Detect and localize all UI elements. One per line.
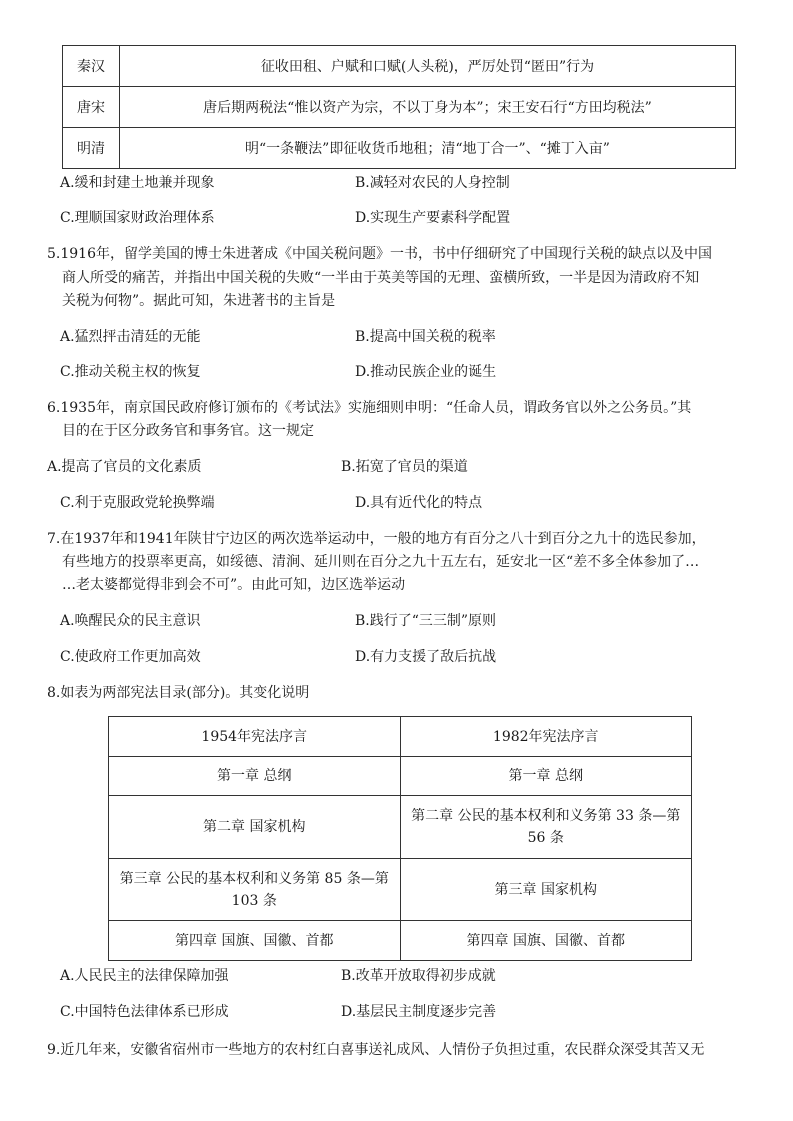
table-cell: [109, 859, 401, 921]
q7-option-a: A.唤醒民众的民主意识: [60, 613, 201, 629]
cell-text: 56 条: [527, 830, 564, 846]
constitution-table: [108, 716, 692, 961]
q8-option-c: C.中国特色法律体系已形成: [60, 1004, 229, 1020]
q7-stem-line: 7.在1937年和1941年陕甘宁边区的两次选举运动中，一般的地方有百分之八十到百分之九十的选民参加，: [47, 531, 706, 547]
q7-stem-line: …老太婆都觉得非到会不可”。由此可知，边区选举运动: [62, 577, 406, 593]
table-cell: [400, 859, 692, 921]
table-cell: [400, 921, 692, 961]
cell-text: 1982年宪法序言: [492, 728, 599, 745]
table-cell-label: 秦汉: [63, 46, 120, 87]
cell-text: 第四章 国旗、国徽、首都: [175, 932, 334, 949]
table-row: [63, 46, 736, 87]
q5-stem-line: 5.1916年，留学美国的博士朱进著成《中国关税问题》一书，书中仔细研究了中国现行关税的缺点以及中国: [47, 246, 712, 262]
q7-option-b: B.践行了“三三制”原则: [355, 613, 497, 629]
table-row: [109, 757, 692, 796]
table-row: [63, 128, 736, 169]
q4-option-a: A.缓和封建土地兼并现象: [60, 175, 215, 191]
q4-option-c: C.理顺国家财政治理体系: [60, 210, 215, 226]
q8-option-b: B.改革开放取得初步成就: [341, 968, 496, 984]
q8-option-a: A.人民民主的法律保障加强: [60, 968, 229, 984]
q5-stem-line: 关税为何物”。据此可知，朱进著书的主旨是: [62, 293, 336, 309]
cell-text: 103 条: [231, 892, 277, 909]
q5-stem-line: 商人所受的痛苦，并指出中国关税的失败“一半由于英美等国的无理、蛮横所致，一半是因为清政府不知: [62, 270, 700, 286]
q6-option-b: B.拓宽了官员的渠道: [341, 459, 468, 475]
q5-option-a: A.猛烈抨击清廷的无能: [60, 329, 201, 345]
table-cell: [109, 717, 401, 757]
q6-stem-line: 6.1935年，南京国民政府修订颁布的《考试法》实施细则申明：“任命人员，谓政务官以外之公务员。”其: [47, 400, 692, 416]
table-cell-label: 唐宋: [63, 87, 120, 128]
cell-text: 第一章 总纲: [508, 768, 583, 784]
table-cell: [109, 796, 401, 859]
q8-option-d: D.基层民主制度逐步完善: [341, 1004, 497, 1020]
q7-stem-line: 有些地方的投票率更高，如绥德、清涧、延川则在百分之九十五左右，延安北一区“差不多全体参加了…: [62, 554, 700, 570]
cell-text: 第四章 国旗、国徽、首都: [466, 932, 625, 949]
cell-text: 第一章 总纲: [217, 768, 292, 784]
q5-option-b: B.提高中国关税的税率: [355, 329, 496, 345]
q7-option-c: C.使政府工作更加高效: [60, 649, 201, 665]
q6-stem-line: 目的在于区分政务官和事务官。这一规定: [62, 423, 314, 439]
table-row: [109, 796, 692, 859]
q9-stem-line: 9.近几年来，安徽省宿州市一些地方的农村红白喜事送礼成风、人情份子负担过重，农民群众深受其苦又无: [47, 1042, 705, 1058]
table-cell-content: 征收田租、户赋和口赋(人头税)，严厉处罚“匿田”行为: [120, 46, 736, 87]
dynasty-tax-table: [62, 45, 736, 169]
cell-text: 第二章 国家机构: [203, 819, 306, 835]
q4-option-b: B.减轻对农民的人身控制: [355, 175, 510, 191]
cell-text: 第二章 公民的基本权利和义务第 33 条—第: [411, 808, 681, 824]
table-cell-content: 明“一条鞭法”即征收货币地租；清“地丁合一”、“摊丁入亩”: [120, 128, 736, 169]
table-cell: [109, 757, 401, 796]
table-cell: [400, 717, 692, 757]
q4-option-d: D.实现生产要素科学配置: [355, 210, 511, 226]
table-cell-content: 唐后期两税法“惟以资产为宗，不以丁身为本”；宋王安石行“方田均税法”: [120, 87, 736, 128]
q5-option-c: C.推动关税主权的恢复: [60, 364, 201, 380]
q6-option-a: A.提高了官员的文化素质: [47, 459, 202, 475]
table-cell: [400, 757, 692, 796]
table-row: [109, 921, 692, 961]
table-row: [109, 717, 692, 757]
q7-option-d: D.有力支援了敌后抗战: [355, 649, 497, 665]
cell-text: 第三章 国家机构: [494, 881, 597, 898]
cell-text: 第三章 公民的基本权利和义务第 85 条—第: [119, 870, 389, 887]
q6-option-c: C.利于克服政党轮换弊端: [60, 495, 215, 511]
table-row: [63, 87, 736, 128]
q5-option-d: D.推动民族企业的诞生: [355, 364, 497, 380]
table-cell-label: 明清: [63, 128, 120, 169]
q8-stem: 8.如表为两部宪法目录(部分)。其变化说明: [47, 685, 310, 701]
cell-text: 1954年宪法序言: [201, 728, 308, 745]
table-cell: [109, 921, 401, 961]
q6-option-d: D.具有近代化的特点: [355, 495, 483, 511]
table-cell: [400, 796, 692, 859]
table-row: [109, 859, 692, 921]
